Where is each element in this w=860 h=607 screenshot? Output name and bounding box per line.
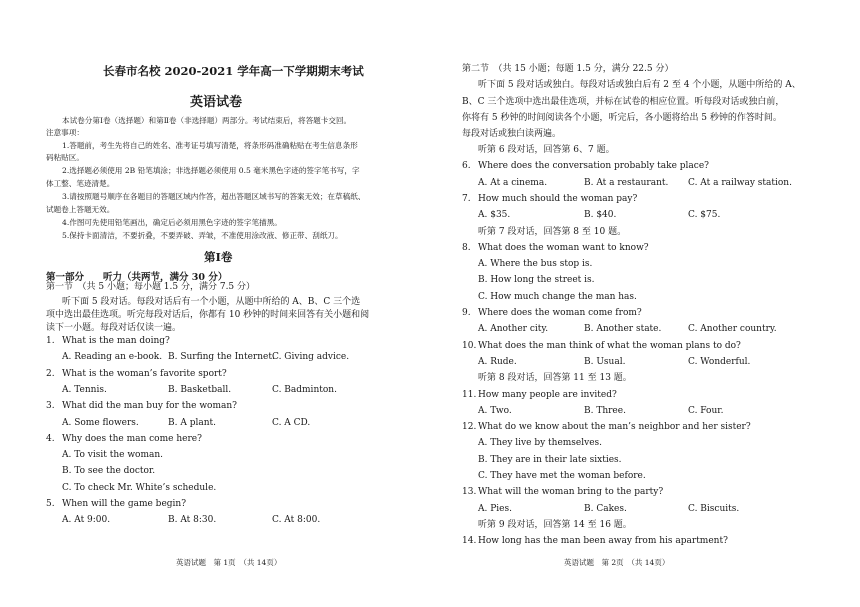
answer-option: A. Pies. xyxy=(478,503,512,514)
question-text: Where does the conversation probably take place? xyxy=(478,161,709,172)
answer-option: B. Three. xyxy=(584,405,626,416)
intro-line: 5.保持卡面清洁，不要折叠，不要弄破、弄皱，不准使用涂改液、修正带、刮纸刀。 xyxy=(62,231,343,240)
answer-option: C. At 8:00. xyxy=(272,515,321,526)
page-2 xyxy=(430,0,860,607)
answer-option: A. Rude. xyxy=(478,356,517,367)
volume-heading: 第Ⅰ卷 xyxy=(204,250,233,264)
answer-option: A. $35. xyxy=(478,210,511,221)
answer-option: C. A CD. xyxy=(272,417,311,428)
answer-option: C. They have met the woman before. xyxy=(478,471,646,481)
question-text: Where does the woman come from? xyxy=(478,308,642,318)
answer-option: C. Biscuits. xyxy=(688,503,740,514)
answer-option: C. At a railway station. xyxy=(688,177,792,188)
answer-option: C. How much change the man has. xyxy=(478,291,637,302)
intro-line: 4.作图可先使用铅笔画出，确定后必须用黑色字迹的签字笔描黑。 xyxy=(62,218,282,227)
intro-line: 试题卷上答题无效。 xyxy=(46,205,115,214)
question-text: What did the man buy for the woman? xyxy=(62,401,237,412)
answer-option: A. At 9:00. xyxy=(62,515,111,526)
question-number: 9. xyxy=(462,308,471,318)
question-number: 14. xyxy=(462,536,477,547)
answer-option: C. $75. xyxy=(688,210,721,221)
question-number: 4. xyxy=(46,433,55,444)
answer-option: A. To visit the woman. xyxy=(62,450,164,461)
answer-option: A. Some flowers. xyxy=(62,417,139,428)
exam-subtitle: 英语试卷 xyxy=(190,95,243,110)
answer-option: B. Another state. xyxy=(584,324,662,335)
answer-option: A. Reading an e-book. xyxy=(62,352,163,363)
question-text: How many people are invited? xyxy=(478,389,617,400)
question-number: 6. xyxy=(462,161,471,172)
question-number: 5. xyxy=(46,499,55,509)
question-number: 1. xyxy=(46,336,55,346)
answer-option: B. $40. xyxy=(584,210,617,221)
answer-option: A. At a cinema. xyxy=(478,177,548,188)
listening-instruction: 听第 6 段对话，回答第 6、7 题。 xyxy=(478,145,615,155)
answer-option: C. To check Mr. White’s schedule. xyxy=(62,482,217,493)
question-text: How long has the man been away from his apartment? xyxy=(478,536,728,547)
intro-line: 2.选择题必须使用 2B 铅笔填涂；非选择题必须使用 0.5 毫米黑色字迹的签字笔书写，字 xyxy=(62,166,360,175)
listening-instruction: 听第 7 段对话，回答第 8 至 10 题。 xyxy=(478,226,627,237)
answer-option: B. At a restaurant. xyxy=(584,177,669,188)
answer-option: B. A plant. xyxy=(168,417,216,428)
exam-title: 长春市名校 2020-2021 学年高一下学期期末考试 xyxy=(103,64,364,78)
answer-option: A. Where the bus stop is. xyxy=(478,259,593,270)
answer-option: C. Another country. xyxy=(688,324,777,335)
listening-instruction: 听第 8 段对话，回答第 11 至 13 题。 xyxy=(478,373,632,384)
question-number: 13. xyxy=(462,487,477,498)
directions-line: B、C 三个选项中选出最佳选项，并标在试卷的相应位置。听每段对话或独白前， xyxy=(462,97,785,107)
answer-option: B. To see the doctor. xyxy=(62,466,156,477)
question-text: When will the game begin? xyxy=(62,499,187,509)
answer-option: B. Usual. xyxy=(584,356,626,367)
question-text: What is the man doing? xyxy=(62,336,170,346)
question-number: 8. xyxy=(462,242,471,253)
answer-option: C. Badminton. xyxy=(272,384,337,395)
page-footer: 英语试题 第 2页 （共 14页） xyxy=(564,558,670,567)
page-footer: 英语试题 第 1页 （共 14页） xyxy=(176,558,282,567)
question-number: 12. xyxy=(462,422,477,433)
directions-line: 听下面 5 段对话或独白。每段对话或独白后有 2 至 4 个小题，从题中所给的 A、 xyxy=(478,80,801,90)
directions-line: 你将有 5 秒钟的时间阅读各个小题，听完后，各小题将给出 5 秒钟的作答时间。 xyxy=(462,113,782,123)
answer-option: A. Two. xyxy=(478,405,512,416)
question-text: What do we know about the man’s neighbor and her sister? xyxy=(478,422,751,433)
answer-option: B. Cakes. xyxy=(584,503,627,514)
answer-option: C. Giving advice. xyxy=(272,352,350,363)
directions-line: 项中选出最佳选项。听完每段对话后，你都有 10 秒钟的时间来回答有关小题和阅 xyxy=(46,310,370,320)
directions-line: 听下面 5 段对话。每段对话后有一个小题，从题中所给的 A、B、C 三个选 xyxy=(62,297,361,307)
intro-line: 码粘贴区。 xyxy=(46,153,84,162)
question-text: What is the woman’s favorite sport? xyxy=(62,368,227,379)
question-text: What does the woman want to know? xyxy=(478,242,649,253)
intro-line: 体工整、笔迹清楚。 xyxy=(46,179,115,188)
intro-line: 3.请按照题号顺序在各题目的答题区域内作答，超出答题区域书写的答案无效；在草稿纸、 xyxy=(62,192,366,201)
answer-option: A. Another city. xyxy=(478,324,549,335)
answer-option: C. Four. xyxy=(688,405,724,416)
question-text: Why does the man come here? xyxy=(62,433,202,444)
question-number: 2. xyxy=(46,368,55,379)
question-text: How much should the woman pay? xyxy=(478,193,638,204)
listening-instruction: 听第 9 段对话，回答第 14 至 16 题。 xyxy=(478,519,632,530)
answer-option: B. At 8:30. xyxy=(168,515,217,526)
answer-option: A. Tennis. xyxy=(62,384,107,395)
answer-option: B. They are in their late sixties. xyxy=(478,454,622,465)
part-heading: 第一部分 听力（共两节，满分 30 分） xyxy=(46,272,228,283)
question-number: 7. xyxy=(462,193,471,204)
answer-option: A. They live by themselves. xyxy=(478,438,603,449)
answer-option: B. Surfing the Internet. xyxy=(168,352,275,363)
section-heading: 第二节 （共 15 小题；每题 1.5 分，满分 22.5 分） xyxy=(462,64,674,74)
directions-line: 读下一小题。每段对话仅读一遍。 xyxy=(46,323,182,333)
answer-option: B. Basketball. xyxy=(168,384,232,395)
question-number: 3. xyxy=(46,401,55,412)
intro-line: 本试卷分第Ⅰ卷（选择题）和第Ⅱ卷（非选择题）两部分。考试结束后，将答题卡交回。 xyxy=(62,116,352,125)
answer-option: C. Wonderful. xyxy=(688,356,751,367)
section-heading: 第一节 （共 5 小题；每小题 1.5 分，满分 7.5 分） xyxy=(46,282,256,292)
answer-option: B. How long the street is. xyxy=(478,275,595,286)
question-number: 11. xyxy=(462,389,477,400)
question-text: What will the woman bring to the party? xyxy=(478,487,664,498)
directions-line: 每段对话或独白读两遍。 xyxy=(462,129,562,139)
intro-line: 1.答题前，考生先将自己的姓名、准考证号填写清楚，将条形码准确粘贴在考生信息条形 xyxy=(62,141,358,150)
question-text: What does the man think of what the woman plans to do? xyxy=(478,340,741,351)
intro-line: 注意事项： xyxy=(46,128,84,137)
question-number: 10. xyxy=(462,340,477,351)
